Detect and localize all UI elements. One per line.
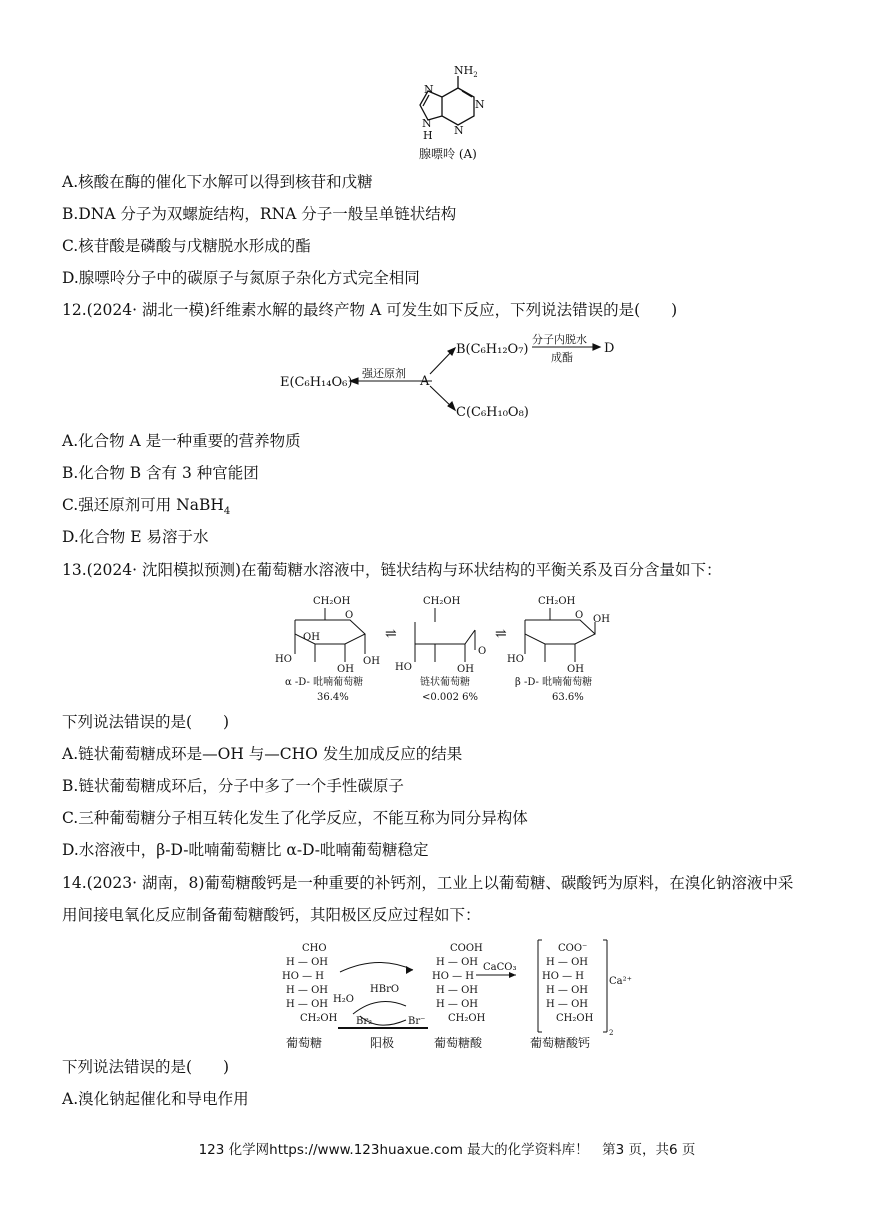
ho-h-label: HO — H (542, 971, 584, 982)
oh-label: OH (337, 664, 354, 675)
n-label: N (475, 98, 485, 111)
h-oh-label: H — OH (286, 985, 328, 996)
h-oh-label: H — OH (286, 957, 328, 968)
q12-reaction-scheme (270, 330, 640, 422)
adenine-caption: 腺嘌呤 (A) (419, 147, 477, 161)
o-label: O (345, 610, 354, 621)
glucose-caption: 葡萄糖 (286, 1036, 323, 1050)
calcium-gluconate-caption: 葡萄糖酸钙 (530, 1036, 591, 1050)
h-oh-label: H — OH (286, 999, 328, 1010)
q11-option-d: D.腺嘌呤分子中的碳原子与氮原子杂化方式完全相同 (62, 269, 420, 287)
beta-glucose-name: β -D- 吡喃葡萄糖 (515, 677, 593, 688)
nh2-label: $NH_2$ (454, 64, 478, 79)
ho-h-label: HO — H (432, 971, 474, 982)
ch2oh-label: CH₂OH (423, 596, 461, 607)
alpha-glucose-name: α -D- 吡喃葡萄糖 (285, 677, 364, 688)
ch2oh-label: CH₂OH (538, 596, 576, 607)
q11-option-c: C.核苷酸是磷酸与戊糖脱水形成的酯 (62, 237, 311, 255)
alpha-glucose-percent: 36.4% (317, 692, 349, 703)
q13-option-a: A.链状葡萄糖成环是—OH 与—CHO 发生加成反应的结果 (62, 745, 463, 763)
q14-stem-line1: 14.(2023· 湖南，8)葡萄糖酸钙是一种重要的补钙剂，工业上以葡萄糖、碳酸钙为原料，在溴化钠溶液中采 (62, 874, 794, 892)
ch2oh-label: CH₂OH (556, 1013, 594, 1024)
ho-label: HO (507, 654, 524, 665)
q14-option-a: A.溴化钠起催化和导电作用 (62, 1090, 249, 1108)
ho-label: HO (395, 662, 412, 673)
compound-e: E(C₆H₁₄O₆) (280, 375, 353, 390)
q13-option-b: B.链状葡萄糖成环后，分子中多了一个手性碳原子 (62, 777, 404, 795)
ho-label: HO (275, 654, 292, 665)
q12-stem: 12.(2024· 湖北一模)纤维素水解的最终产物 A 可发生如下反应，下列说法错误的是( ) (62, 301, 678, 319)
n-label: N (454, 124, 464, 137)
adenine-figure (410, 60, 500, 165)
q13-option-d: D.水溶液中，β-D-吡喃葡萄糖比 α-D-吡喃葡萄糖稳定 (62, 841, 429, 859)
br2-label: Br₂ (356, 1016, 373, 1027)
h-oh-label: H — OH (436, 957, 478, 968)
compound-c: C(C₆H₁₀O₈) (456, 405, 529, 420)
anode-process-figure (278, 936, 632, 1051)
n-label: N (424, 83, 434, 96)
anode-caption: 阳极 (370, 1036, 395, 1050)
caco3-label: CaCO₃ (483, 962, 517, 973)
q12-option-b: B.化合物 B 含有 3 种官能团 (62, 464, 259, 482)
h-oh-label: H — OH (546, 985, 588, 996)
h-oh-label: H — OH (546, 957, 588, 968)
ca-label: Ca²⁺ (609, 976, 632, 987)
o-label: O (478, 646, 487, 657)
oh-label: OH (363, 656, 380, 667)
q14-stem-line2: 用间接电氧化反应制备葡萄糖酸钙，其阳极区反应过程如下： (62, 906, 481, 924)
oh-label: OH (567, 664, 584, 675)
oh-label: OH (303, 632, 320, 643)
q13-prompt: 下列说法错误的是( ) (62, 713, 230, 731)
ch2oh-label: CH₂OH (448, 1013, 486, 1024)
ch2oh-label: CH₂OH (300, 1013, 338, 1024)
arrow-label-top: 分子内脱水 (532, 333, 587, 346)
q12-option-d: D.化合物 E 易溶于水 (62, 528, 209, 546)
compound-a: A (420, 374, 430, 389)
ch2oh-label: CH₂OH (313, 596, 351, 607)
q12-option-a: A.化合物 A 是一种重要的营养物质 (62, 432, 301, 450)
br-minus-label: Br⁻ (408, 1016, 426, 1027)
q14-prompt: 下列说法错误的是( ) (62, 1058, 230, 1076)
q13-stem: 13.(2024· 沈阳模拟预测)在葡萄糖水溶液中，链状结构与环状结构的平衡关系及百分含量如下： (62, 561, 722, 579)
compound-b: B(C₆H₁₂O₇) (456, 342, 529, 357)
gluconic-acid-caption: 葡萄糖酸 (434, 1036, 483, 1050)
chain-glucose-name: 链状葡萄糖 (420, 677, 470, 688)
beta-glucose-percent: 63.6% (552, 692, 584, 703)
h2o-label: H₂O (333, 994, 354, 1005)
arrow-label-bottom: 成酯 (551, 351, 573, 364)
n-label: N (422, 117, 432, 130)
h-oh-label: H — OH (436, 985, 478, 996)
q13-option-c: C.三种葡萄糖分子相互转化发生了化学反应，不能互称为同分异构体 (62, 809, 528, 827)
o-label: O (575, 610, 584, 621)
arrow-label-reductant: 强还原剂 (362, 367, 406, 380)
oh-label: OH (457, 664, 474, 675)
hbro-label: HBrO (370, 984, 400, 995)
coo-label: COO⁻ (558, 943, 588, 954)
svg-text:⇌: ⇌ (495, 626, 507, 642)
compound-d: D (604, 341, 615, 356)
q12-option-c: C.强还原剂可用 NaBH$_4$ (62, 496, 231, 518)
cooh-label: COOH (450, 943, 483, 954)
q11-option-b: B.DNA 分子为双螺旋结构，RNA 分子一般呈单链状结构 (62, 205, 457, 223)
h-oh-label: H — OH (436, 999, 478, 1010)
h-label: H (423, 129, 433, 142)
h-oh-label: H — OH (546, 999, 588, 1010)
cho-label: CHO (302, 943, 327, 954)
svg-text:⇌: ⇌ (385, 626, 397, 642)
ho-h-label: HO — H (282, 971, 324, 982)
subscript-2: 2 (609, 1029, 614, 1037)
page-footer: 123 化学网https://www.123huaxue.com 最大的化学资料库！ 第3 页，共6 页 (198, 1142, 696, 1158)
q11-option-a: A.核酸在酶的催化下水解可以得到核苷和戊糖 (62, 173, 373, 191)
glucose-equilibrium-figure (275, 592, 625, 704)
oh-label: OH (593, 614, 610, 625)
chain-glucose-percent: <0.002 6% (422, 692, 479, 703)
